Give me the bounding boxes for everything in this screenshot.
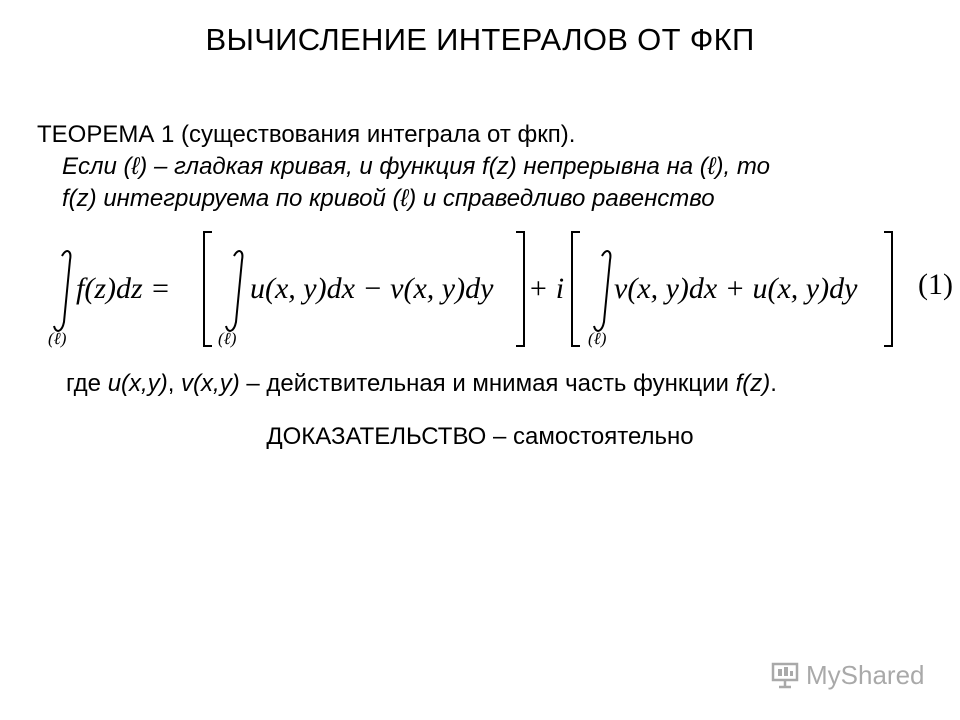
left-bracket-1 xyxy=(204,232,212,346)
where-prefix: где xyxy=(66,370,108,397)
watermark xyxy=(770,655,925,695)
contour-label-2: (ℓ) xyxy=(588,329,607,348)
equation-number: (1) xyxy=(918,268,953,301)
formula-lhs: f(z)dz = xyxy=(76,272,171,305)
watermark-text: MyShared xyxy=(806,659,925,690)
integral-formula xyxy=(0,226,960,356)
function-f: f(z) xyxy=(735,370,771,397)
presentation-board-icon xyxy=(770,660,800,690)
theorem-heading: ТЕОРЕМА 1 (существования интеграла от фкп). xyxy=(37,121,576,148)
where-explanation xyxy=(66,370,777,398)
where-description: – действительная и мнимая часть функции xyxy=(239,370,736,397)
formula-svg xyxy=(0,226,960,356)
theorem-line-1: Если (ℓ) – гладкая кривая, и функция f(z) непрерывна на (ℓ), то xyxy=(62,153,770,180)
plus-i: + i xyxy=(528,272,565,305)
integral-sign-2 xyxy=(594,251,610,331)
integral-sign-lhs xyxy=(54,251,70,331)
where-separator: , xyxy=(167,370,182,397)
integrand-2: v(x, y)dx + u(x, y)dy xyxy=(614,272,858,305)
real-part-u: u(x,y) xyxy=(107,370,168,397)
where-end: . xyxy=(770,370,777,397)
integral-sign-1 xyxy=(226,251,242,331)
right-bracket-2 xyxy=(884,232,892,346)
integrand-1: u(x, y)dx − v(x, y)dy xyxy=(250,272,494,305)
imaginary-part-v: v(x,y) xyxy=(181,370,240,397)
right-bracket-1 xyxy=(516,232,524,346)
theorem-statement xyxy=(62,151,942,215)
theorem-line-2: f(z) интегрируема по кривой (ℓ) и справедливо равенство xyxy=(62,185,715,212)
contour-label-lhs: (ℓ) xyxy=(48,329,67,348)
contour-label-1: (ℓ) xyxy=(218,329,237,348)
proof-note: ДОКАЗАТЕЛЬСТВО – самостоятельно xyxy=(266,423,694,450)
left-bracket-2 xyxy=(572,232,580,346)
slide-title: ВЫЧИСЛЕНИЕ ИНТЕРАЛОВ ОТ ФКП xyxy=(205,22,755,57)
